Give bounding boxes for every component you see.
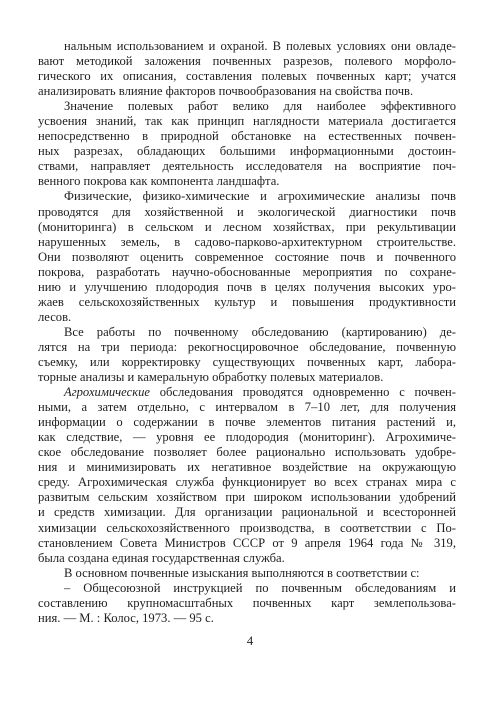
text-line: химизации сельскохозяйственного производства, в соответствии с По- bbox=[38, 520, 456, 535]
paragraph bbox=[38, 385, 456, 566]
text-line: ния и минимизировать их негативное воздействие на окружающую bbox=[38, 460, 456, 475]
paragraph bbox=[38, 99, 456, 189]
text-line: проводятся для хозяйственной и экологической диагностики почв bbox=[38, 204, 456, 219]
text-line: Агрохимические обследования проводятся одновременно с почвен- bbox=[64, 385, 456, 400]
text-line: лятся на три периода: рекогносцировочное обследование, почвенную bbox=[38, 339, 456, 354]
text-line: венного покрова как компонента ландшафта. bbox=[38, 174, 280, 189]
text-line: информации о содержании в почве элементов питания растений и, bbox=[38, 415, 456, 430]
text-line: жаев сельскохозяйственных культур и повышения продуктивности bbox=[38, 294, 456, 309]
paragraph bbox=[38, 325, 456, 385]
text-line: Физические, физико-химические и агрохимические анализы почв bbox=[64, 189, 456, 204]
text-line: развитым сельским хозяйством при широком использовании удобрений bbox=[38, 490, 456, 505]
text-line: ское обследование позволяет более рационально использовать удобре- bbox=[38, 445, 456, 460]
text-line: Они позволяют оценить современное состояние почв и почвенного bbox=[38, 249, 456, 264]
text-line: была создана единая государственная служба. bbox=[38, 550, 285, 565]
text-line: среду. Агрохимическая служба функционирует во всех странах мира с bbox=[38, 475, 456, 490]
text-line: ния. — М. : Колос, 1973. — 95 с. bbox=[38, 610, 214, 625]
text-line: торные анализы и камеральную обработку полевых материалов. bbox=[38, 370, 384, 385]
body-text bbox=[38, 39, 456, 626]
paragraph bbox=[38, 566, 456, 581]
text-line: нальным использованием и охраной. В полевых условиях они овладе- bbox=[64, 39, 456, 53]
text-line: покрова, разработать научно-обоснованные мероприятия по сохране- bbox=[38, 264, 456, 279]
page-number: 4 bbox=[246, 634, 254, 648]
text-line: съемку, или корректировку существующих почвенных карт, лабора- bbox=[38, 354, 456, 369]
text-line: Все работы по почвенному обследованию (картированию) де- bbox=[64, 324, 456, 339]
text-line: В основном почвенные изыскания выполняются в соответствии с: bbox=[64, 565, 420, 580]
text-line: вают методикой заложения почвенных разрезов, полевого морфоло- bbox=[38, 54, 456, 69]
text-line: анализировать влияние факторов почвообразования на свойства почв. bbox=[38, 84, 414, 99]
paragraph bbox=[38, 581, 456, 626]
text-line: непосредственно в природной обстановке на естественных почвен- bbox=[38, 129, 456, 144]
text-line: становлением Совета Министров СССР от 9 апреля 1964 года № 319, bbox=[38, 535, 456, 550]
paragraph bbox=[38, 39, 456, 99]
text-line: (мониторинга) в сельском и лесном хозяйствах, при рекультивации bbox=[38, 219, 456, 234]
text-line: и средств химизации. Для организации рациональной и всесторонней bbox=[38, 505, 456, 520]
paragraph bbox=[38, 189, 456, 324]
text-line: ными, а затем отдельно, с интервалом в 7–10 лет, для получения bbox=[38, 400, 456, 415]
text-line: усвоения знаний, так как принцип наглядности материала достигается bbox=[38, 114, 456, 129]
text-line: нарушенных земель, в садово-парково-архитектурном строительстве. bbox=[38, 234, 456, 249]
text-line: лесов. bbox=[38, 309, 72, 324]
text-line: ных разрезах, обладающих большими информационными достоин- bbox=[38, 144, 456, 159]
text-line: как следствие, — уровня ее плодородия (мониторинг). Агрохимиче- bbox=[38, 430, 456, 445]
text-line: Значение полевых работ велико для наиболее эффективного bbox=[64, 99, 456, 114]
text-line: гического их описания, составления полевых почвенных карт; учатся bbox=[38, 69, 456, 84]
text-line: составлению крупномасштабных почвенных карт землепользова- bbox=[38, 595, 456, 610]
text-line: нию и улучшению плодородия почв в целях получения высоких уро- bbox=[38, 279, 456, 294]
text-line: ствами, направляет деятельность исследователя на восприятие поч- bbox=[38, 159, 456, 174]
text-line: – Общесоюзной инструкцией по почвенным обследованиям и bbox=[64, 580, 456, 595]
